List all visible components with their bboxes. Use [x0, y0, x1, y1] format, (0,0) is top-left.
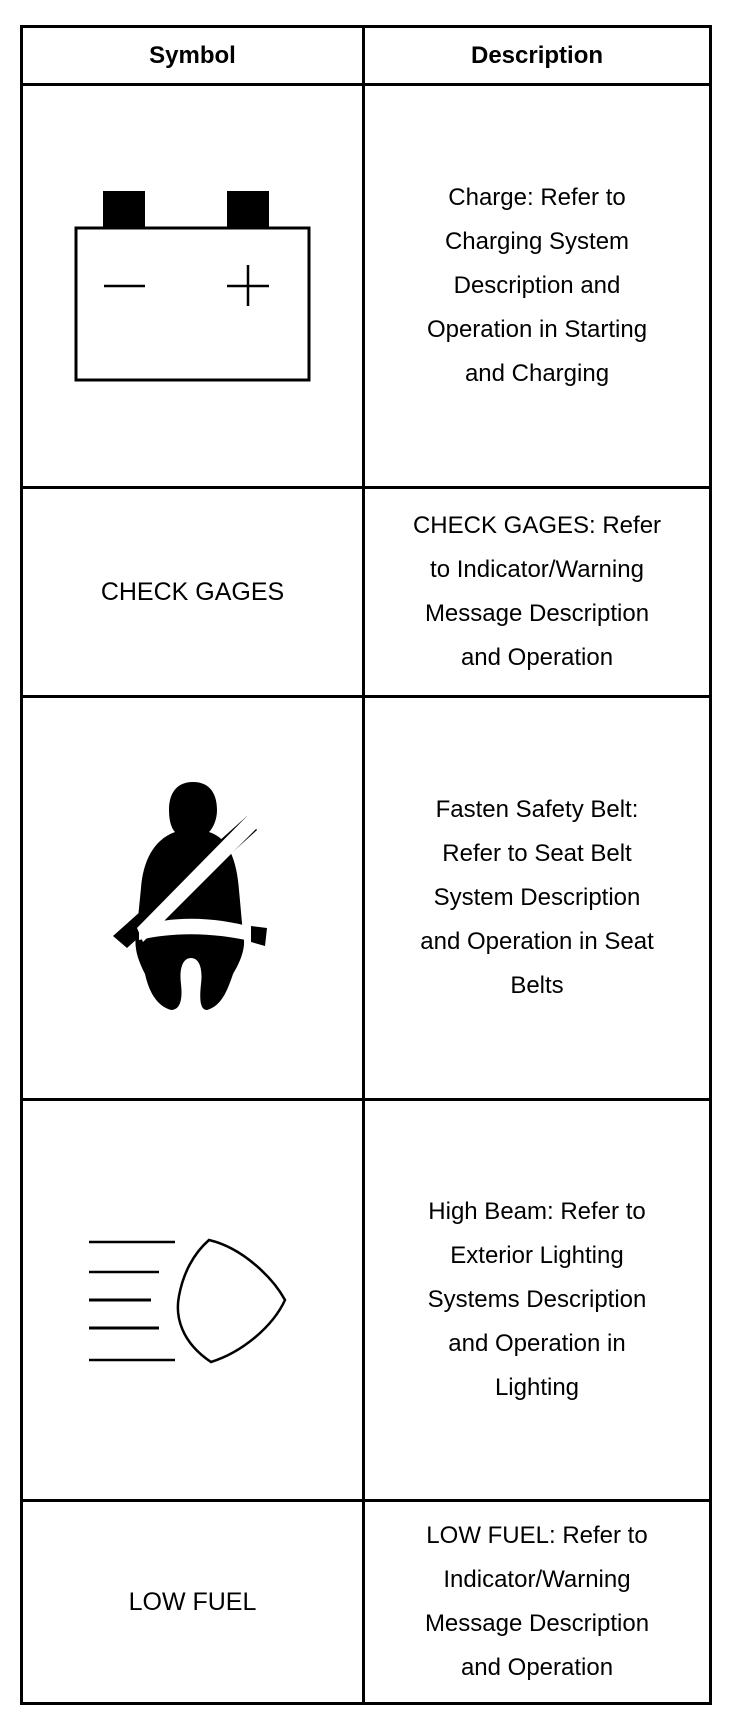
symbol-cell — [22, 1501, 364, 1704]
seat-belt-icon — [113, 778, 273, 1018]
symbol-cell — [22, 697, 364, 1100]
table-row — [22, 1100, 711, 1501]
table-row — [22, 488, 711, 697]
high-beam-icon — [83, 1230, 303, 1370]
symbol-cell — [22, 85, 364, 488]
description-cell: Charge: Refer to Charging System Description and Operation in Starting and Charging — [364, 85, 711, 488]
description-column-header: Description — [364, 27, 711, 85]
description-cell: High Beam: Refer to Exterior Lighting Systems Description and Operation in Lighting — [364, 1100, 711, 1501]
header-row — [22, 27, 711, 85]
description-cell: CHECK GAGES: Refer to Indicator/Warning Message Description and Operation — [364, 488, 711, 697]
description-cell: LOW FUEL: Refer to Indicator/Warning Message Description and Operation — [364, 1501, 711, 1704]
table-row — [22, 85, 711, 488]
indicator-symbols-table — [20, 25, 712, 1705]
table-row — [22, 697, 711, 1100]
symbol-cell — [22, 488, 364, 697]
check-gages-symbol-text: CHECK GAGES — [100, 577, 285, 606]
description-cell: Fasten Safety Belt: Refer to Seat Belt System Description and Operation in Seat Belts — [364, 697, 711, 1100]
battery-icon — [73, 186, 313, 386]
low-fuel-symbol-text: LOW FUEL — [128, 1587, 257, 1616]
table-row — [22, 1501, 711, 1704]
symbol-column-header: Symbol — [22, 27, 364, 85]
symbol-cell — [22, 1100, 364, 1501]
